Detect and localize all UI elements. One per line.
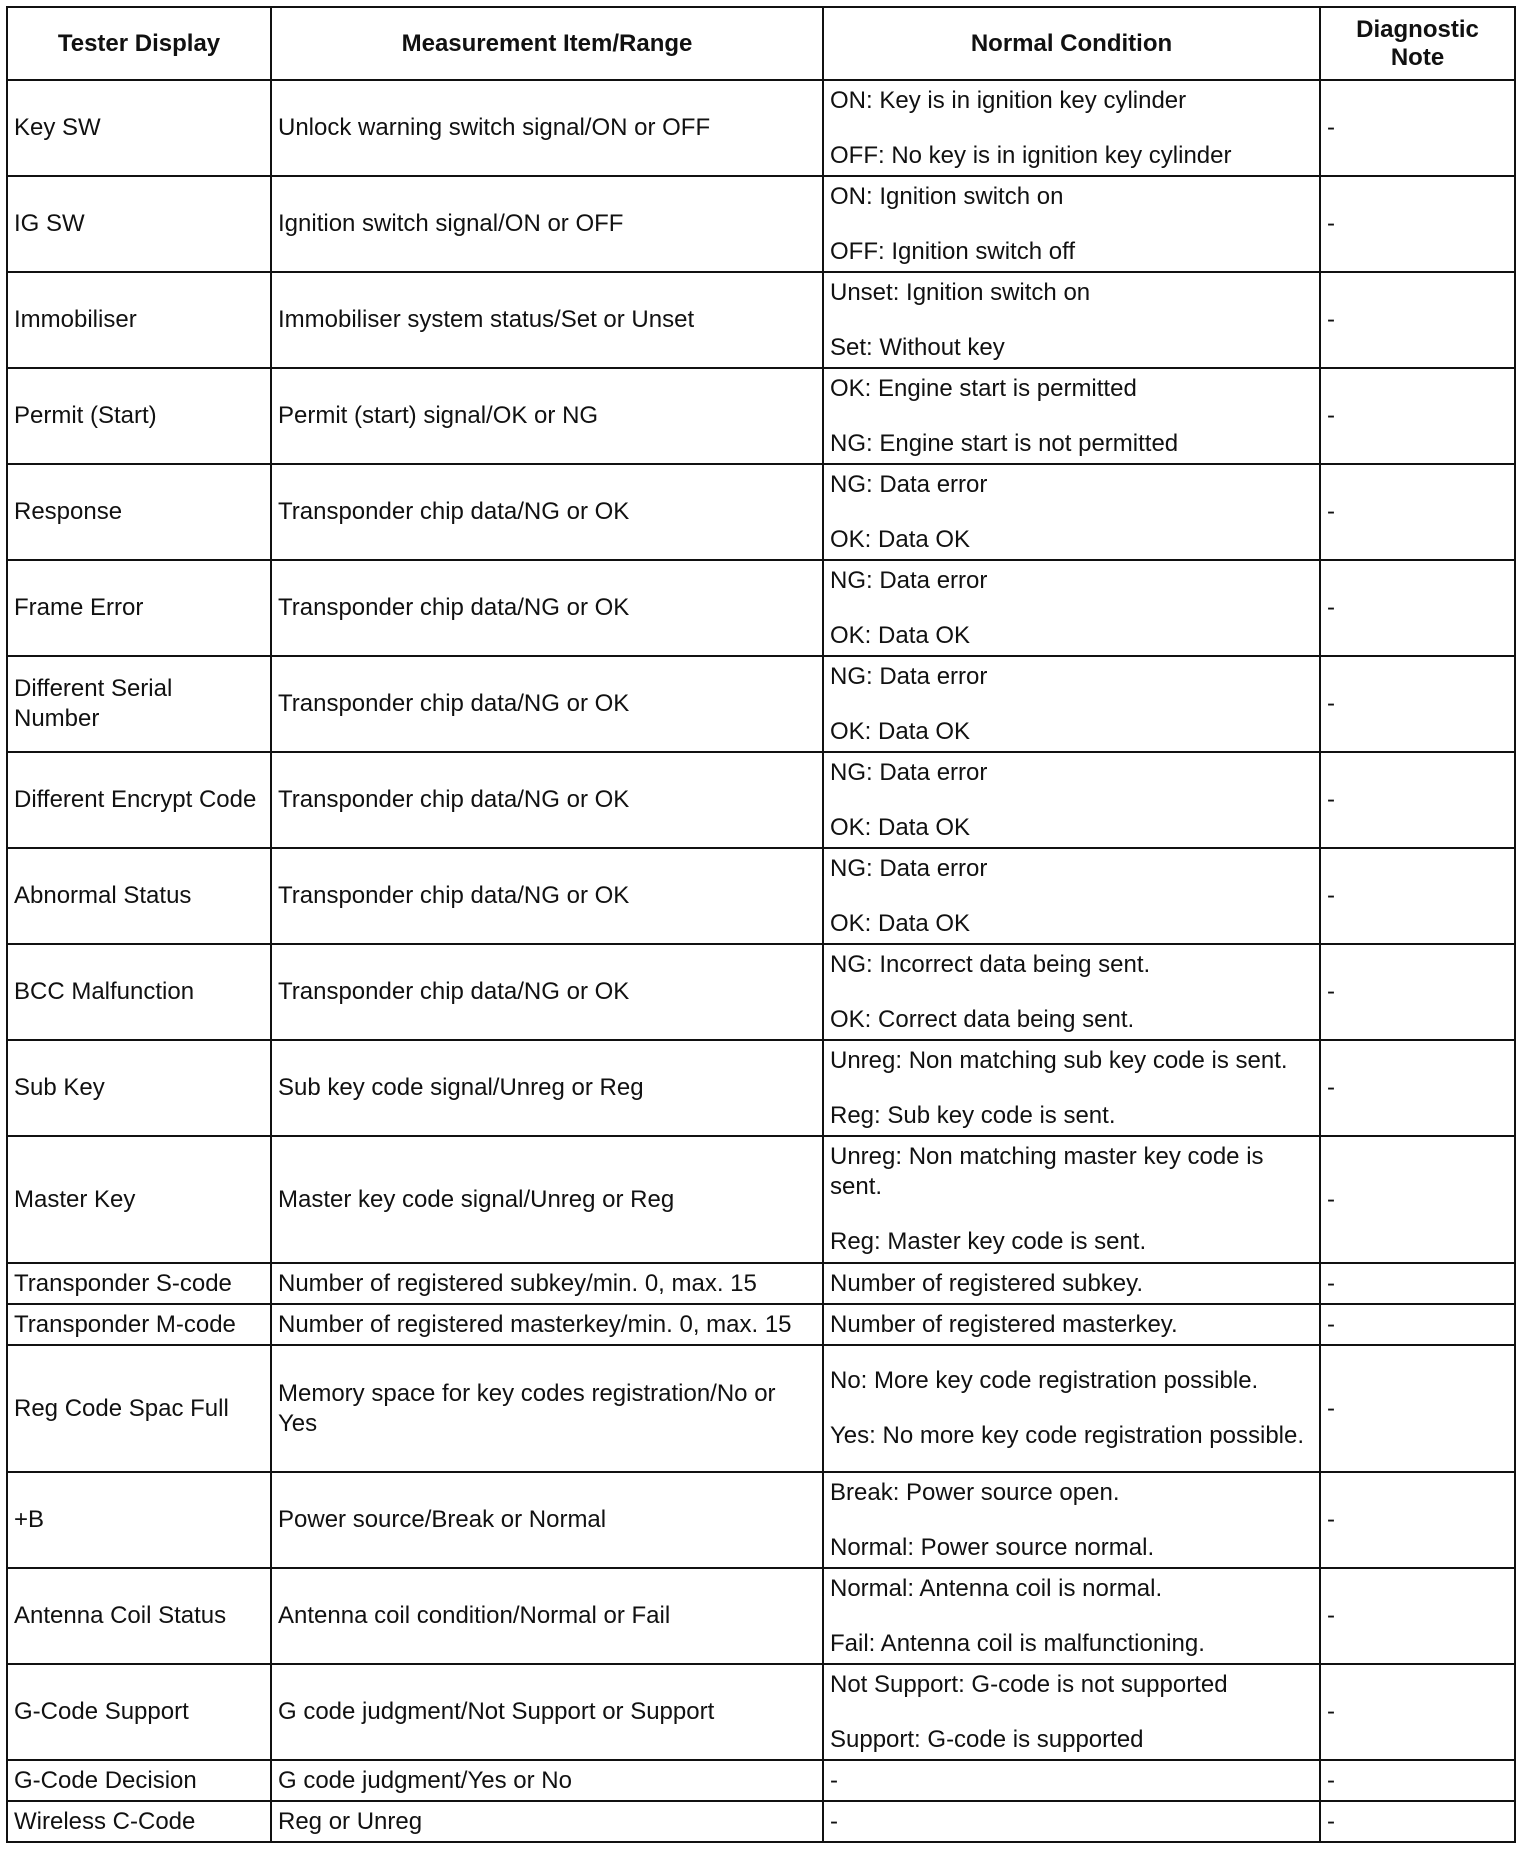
measurement-cell: Transponder chip data/NG or OK [271,656,823,752]
normal-condition-line: Unreg: Non matching sub key code is sent. [830,1046,1288,1074]
diagnostic-note-cell: - [1320,944,1515,1040]
table-row [7,1472,1515,1568]
tester-display-cell: Key SW [7,80,271,176]
diagnostic-note-cell: - [1320,752,1515,848]
diagnostic-note-cell: - [1320,1345,1515,1472]
normal-condition-cell [823,1760,1320,1801]
tester-display-cell: BCC Malfunction [7,944,271,1040]
measurement-cell: Antenna coil condition/Normal or Fail [271,1568,823,1664]
diagnostic-note-cell: - [1320,1472,1515,1568]
measurement-cell: G code judgment/Not Support or Support [271,1664,823,1760]
measurement-cell: Reg or Unreg [271,1801,823,1842]
header-diagnostic-note [1320,7,1515,80]
normal-condition-cell [823,176,1320,272]
tester-display-cell: Immobiliser [7,272,271,368]
normal-condition-cell [823,1136,1320,1263]
table-row [7,1760,1515,1801]
tester-display-cell: Abnormal Status [7,848,271,944]
table-row [7,944,1515,1040]
measurement-cell: Unlock warning switch signal/ON or OFF [271,80,823,176]
normal-condition-line: NG: Data error [830,566,988,594]
normal-condition-line: Support: G-code is supported [830,1725,1144,1753]
normal-condition-cell [823,560,1320,656]
normal-condition-line: - [830,1766,838,1794]
normal-condition-cell [823,1263,1320,1304]
normal-condition-cell [823,944,1320,1040]
normal-condition-line: - [830,1807,838,1835]
normal-condition-line: NG: Data error [830,470,988,498]
table-row [7,752,1515,848]
normal-condition-line: Number of registered masterkey. [830,1310,1178,1338]
header-measurement: Measurement Item/Range [271,7,823,80]
normal-condition-line: Reg: Master key code is sent. [830,1228,1147,1255]
table-row [7,176,1515,272]
diagnostic-note-cell: - [1320,656,1515,752]
table-header [7,7,1515,80]
measurement-cell: Memory space for key codes registration/No or Yes [271,1345,823,1472]
line-gap [830,500,1313,525]
normal-condition-cell [823,1568,1320,1664]
normal-condition-line: ON: Key is in ignition key cylinder [830,86,1187,114]
tester-display-cell: Antenna Coil Status [7,1568,271,1664]
normal-condition-line: OK: Engine start is permitted [830,374,1137,402]
normal-condition-line: Normal: Power source normal. [830,1533,1155,1561]
line-gap [830,1202,1313,1227]
normal-condition-line: OK: Data OK [830,621,971,649]
measurement-cell: Sub key code signal/Unreg or Reg [271,1040,823,1136]
diagnostic-data-table [6,6,1516,1843]
line-gap [830,596,1313,621]
line-gap [830,212,1313,237]
normal-condition-cell [823,848,1320,944]
diagnostic-note-cell: - [1320,80,1515,176]
table-row [7,1664,1515,1760]
line-gap [830,980,1313,1005]
normal-condition-line: OFF: No key is in ignition key cylinder [830,141,1232,169]
measurement-cell: Immobiliser system status/Set or Unset [271,272,823,368]
normal-condition-cell [823,272,1320,368]
table-row [7,1040,1515,1136]
line-gap [830,1604,1313,1629]
diagnostic-note-cell: - [1320,1263,1515,1304]
header-diagnostic-line2: Note [1390,43,1445,71]
measurement-cell: Transponder chip data/NG or OK [271,944,823,1040]
table-row [7,80,1515,176]
normal-condition-cell [823,1345,1320,1472]
diagnostic-note-cell: - [1320,1040,1515,1136]
diagnostic-note-cell: - [1320,560,1515,656]
tester-display-cell: Permit (Start) [7,368,271,464]
tester-display-cell: Wireless C-Code [7,1801,271,1842]
normal-condition-line: OK: Correct data being sent. [830,1005,1135,1033]
normal-condition-line: Unreg: Non matching master key code is sent. [830,1143,1264,1200]
normal-condition-cell [823,1664,1320,1760]
diagnostic-note-cell: - [1320,1136,1515,1263]
line-gap [830,1076,1313,1101]
header-tester-display: Tester Display [7,7,271,80]
diagnostic-note-cell: - [1320,176,1515,272]
header-row [7,7,1515,80]
normal-condition-cell [823,1801,1320,1842]
diagnostic-note-cell: - [1320,848,1515,944]
normal-condition-line: Reg: Sub key code is sent. [830,1101,1116,1129]
normal-condition-line: NG: Data error [830,854,988,882]
tester-display-cell: Frame Error [7,560,271,656]
measurement-cell: Master key code signal/Unreg or Reg [271,1136,823,1263]
line-gap [830,788,1313,813]
table-row [7,1136,1515,1263]
measurement-cell: Ignition switch signal/ON or OFF [271,176,823,272]
normal-condition-cell [823,80,1320,176]
diagnostic-note-cell: - [1320,1801,1515,1842]
diagnostic-note-cell: - [1320,1568,1515,1664]
normal-condition-line: Number of registered subkey. [830,1269,1144,1297]
normal-condition-cell [823,656,1320,752]
line-gap [830,1700,1313,1725]
normal-condition-cell [823,1304,1320,1345]
normal-condition-cell [823,1472,1320,1568]
table-row [7,656,1515,752]
diagnostic-note-cell: - [1320,1664,1515,1760]
normal-condition-line: NG: Engine start is not permitted [830,429,1179,457]
tester-display-cell: Different Serial Number [7,656,271,752]
table-body [7,80,1515,1842]
measurement-cell: Number of registered subkey/min. 0, max. 15 [271,1263,823,1304]
table-row [7,368,1515,464]
normal-condition-line: Yes: No more key code registration possible. [830,1422,1305,1449]
diagnostic-note-cell: - [1320,1760,1515,1801]
tester-display-cell: Transponder S-code [7,1263,271,1304]
measurement-cell: Power source/Break or Normal [271,1472,823,1568]
normal-condition-line: No: More key code registration possible. [830,1367,1259,1394]
normal-condition-line: Fail: Antenna coil is malfunctioning. [830,1629,1205,1657]
table-row [7,1568,1515,1664]
line-gap [830,692,1313,717]
measurement-cell: Transponder chip data/NG or OK [271,752,823,848]
diagnostic-note-cell: - [1320,464,1515,560]
normal-condition-line: Set: Without key [830,333,1005,361]
table-row [7,272,1515,368]
table-row [7,1263,1515,1304]
tester-display-cell: Different Encrypt Code [7,752,271,848]
tester-display-cell: Sub Key [7,1040,271,1136]
normal-condition-line: Unset: Ignition switch on [830,278,1091,306]
tester-display-cell: G-Code Decision [7,1760,271,1801]
measurement-cell: Transponder chip data/NG or OK [271,560,823,656]
table-row [7,1304,1515,1345]
line-gap [830,308,1313,333]
tester-display-cell: Reg Code Spac Full [7,1345,271,1472]
tester-display-cell: Transponder M-code [7,1304,271,1345]
table-row [7,1345,1515,1472]
normal-condition-line: OK: Data OK [830,909,971,937]
line-gap [830,116,1313,141]
measurement-cell: Transponder chip data/NG or OK [271,848,823,944]
line-gap [830,884,1313,909]
measurement-cell: G code judgment/Yes or No [271,1760,823,1801]
normal-condition-cell [823,368,1320,464]
line-gap [830,1508,1313,1533]
normal-condition-line: NG: Data error [830,662,988,690]
table-row [7,848,1515,944]
line-gap [830,404,1313,429]
normal-condition-cell [823,752,1320,848]
tester-display-cell: +B [7,1472,271,1568]
normal-condition-line: OK: Data OK [830,525,971,553]
measurement-cell: Transponder chip data/NG or OK [271,464,823,560]
normal-condition-cell [823,464,1320,560]
normal-condition-cell [823,1040,1320,1136]
tester-display-cell: Response [7,464,271,560]
normal-condition-line: Not Support: G-code is not supported [830,1670,1228,1698]
table-row [7,464,1515,560]
diagnostic-note-cell: - [1320,1304,1515,1345]
diagnostic-note-cell: - [1320,368,1515,464]
tester-display-cell: Master Key [7,1136,271,1263]
header-diagnostic-line1: Diagnostic [1356,15,1479,43]
table-row [7,1801,1515,1842]
normal-condition-line: OFF: Ignition switch off [830,237,1075,265]
line-gap [830,1396,1313,1421]
normal-condition-line: OK: Data OK [830,717,971,745]
normal-condition-line: OK: Data OK [830,813,971,841]
normal-condition-line: NG: Data error [830,758,988,786]
table-row [7,560,1515,656]
normal-condition-line: ON: Ignition switch on [830,182,1064,210]
measurement-cell: Permit (start) signal/OK or NG [271,368,823,464]
diagnostic-note-cell: - [1320,272,1515,368]
header-normal-condition: Normal Condition [823,7,1320,80]
normal-condition-line: Break: Power source open. [830,1478,1120,1506]
tester-display-cell: G-Code Support [7,1664,271,1760]
tester-display-cell: IG SW [7,176,271,272]
measurement-cell: Number of registered masterkey/min. 0, max. 15 [271,1304,823,1345]
normal-condition-line: NG: Incorrect data being sent. [830,950,1151,978]
normal-condition-line: Normal: Antenna coil is normal. [830,1574,1163,1602]
